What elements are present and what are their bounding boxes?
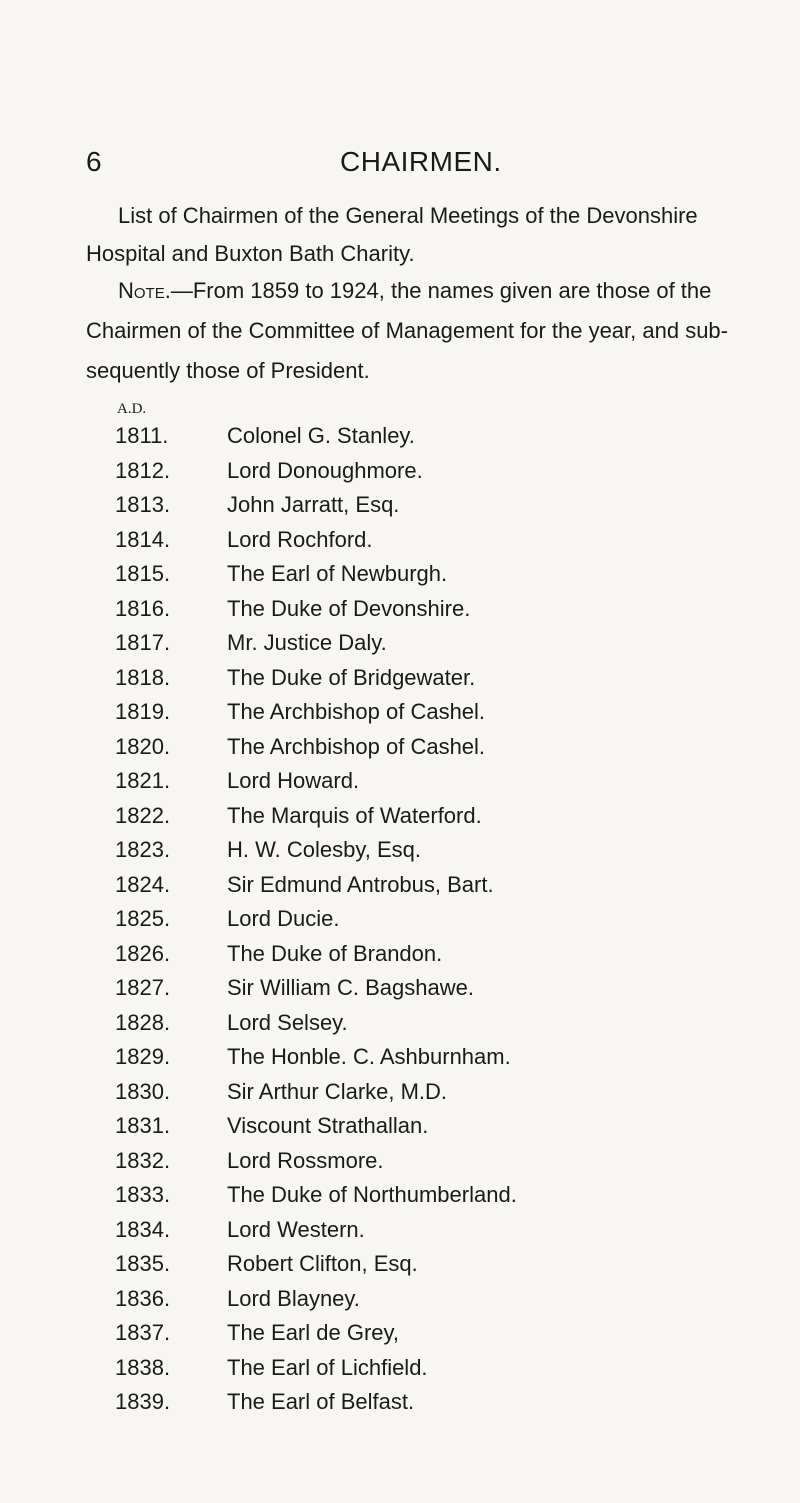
chairman-year: 1831.	[115, 1113, 171, 1138]
chairman-year: 1814.	[115, 526, 171, 552]
chairman-year: 1822.	[115, 802, 171, 828]
list-item	[115, 661, 517, 696]
list-item	[115, 454, 517, 489]
chairman-name: The Duke of Brandon.	[227, 940, 443, 966]
chairman-name: Mr. Justice Daly.	[227, 630, 387, 655]
running-head: CHAIRMEN.	[340, 146, 502, 177]
list-item	[115, 626, 517, 661]
list-item	[115, 592, 517, 627]
chairman-name: Lord Ducie.	[227, 906, 340, 931]
page-header	[0, 142, 800, 182]
chairman-year: 1815.	[115, 561, 171, 586]
chairman-name: Robert Clifton, Esq.	[227, 1251, 418, 1276]
chairman-year: 1819.	[115, 699, 171, 724]
chairman-name: The Earl de Grey,	[227, 1320, 399, 1345]
list-item	[115, 1075, 517, 1110]
list-item	[115, 1213, 517, 1248]
chairman-year: 1835.	[115, 1251, 171, 1276]
chairmen-list	[115, 419, 517, 1420]
chairman-name: Lord Selsey.	[227, 1009, 348, 1035]
chairman-year: 1836.	[115, 1285, 171, 1311]
chairman-name: The Marquis of Waterford.	[227, 802, 482, 828]
chairman-name: Sir William C. Bagshawe.	[227, 975, 474, 1000]
list-item	[115, 1178, 517, 1213]
chairman-name: Viscount Strathallan.	[227, 1113, 429, 1138]
list-item	[115, 523, 517, 558]
list-item	[115, 833, 517, 868]
intro-paragraph: List of Chairmen of the General Meetings of the Devonshire Hospital and Buxton Bath Charity.	[86, 203, 698, 266]
chairman-year: 1813.	[115, 492, 171, 517]
chairman-year: 1816.	[115, 595, 171, 621]
list-item	[115, 1109, 517, 1144]
chairman-year: 1839.	[115, 1389, 171, 1414]
list-item	[115, 799, 517, 834]
chairman-year: 1833.	[115, 1182, 171, 1207]
ad-column-label: A.D.	[117, 401, 147, 417]
chairman-name: Sir Edmund Antrobus, Bart.	[227, 871, 494, 897]
chairman-name: The Duke of Bridgewater.	[227, 664, 476, 690]
chairman-name: Lord Howard.	[227, 768, 360, 793]
list-item	[115, 557, 517, 592]
chairman-year: 1812.	[115, 457, 171, 483]
note-label: Note.	[118, 278, 171, 303]
chairman-year: 1825.	[115, 906, 171, 931]
chairman-year: 1829.	[115, 1044, 171, 1069]
list-item	[115, 419, 517, 454]
chairman-year: 1837.	[115, 1320, 171, 1345]
chairman-year: 1811.	[115, 423, 169, 448]
list-item	[115, 1282, 517, 1317]
chairman-name: Lord Donoughmore.	[227, 457, 423, 483]
list-item	[115, 971, 517, 1006]
chairman-year: 1830.	[115, 1078, 171, 1104]
list-item	[115, 902, 517, 937]
chairman-name: John Jarratt, Esq.	[227, 492, 400, 517]
chairman-name: Lord Rossmore.	[227, 1147, 384, 1173]
chairman-year: 1828.	[115, 1009, 171, 1035]
chairman-year: 1817.	[115, 630, 171, 655]
chairman-year: 1832.	[115, 1147, 171, 1173]
chairman-name: The Earl of Belfast.	[227, 1389, 415, 1414]
chairman-year: 1820.	[115, 733, 171, 759]
chairman-name: Lord Rochford.	[227, 526, 373, 552]
chairman-year: 1826.	[115, 940, 171, 966]
list-item	[115, 1006, 517, 1041]
chairman-year: 1818.	[115, 664, 171, 690]
note-text: —From 1859 to 1924, the names given are those of the Chairmen of the Committee of Management for the year, and sub-sequently those of President.	[86, 278, 728, 383]
page-number: 6	[86, 146, 102, 177]
list-item	[115, 1247, 517, 1282]
chairman-name: The Earl of Newburgh.	[227, 561, 448, 586]
chairman-name: The Archbishop of Cashel.	[227, 733, 486, 759]
list-item	[115, 488, 517, 523]
list-item	[115, 1351, 517, 1386]
list-item	[115, 1144, 517, 1179]
chairman-year: 1823.	[115, 837, 171, 862]
chairman-name: The Archbishop of Cashel.	[227, 699, 486, 724]
chairman-name: The Duke of Devonshire.	[227, 595, 471, 621]
chairman-name: Lord Blayney.	[227, 1285, 360, 1311]
list-item	[115, 730, 517, 765]
chairman-name: Lord Western.	[227, 1216, 365, 1242]
list-item	[115, 868, 517, 903]
chairman-name: Colonel G. Stanley.	[227, 423, 415, 448]
chairman-year: 1838.	[115, 1354, 171, 1380]
chairman-name: Sir Arthur Clarke, M.D.	[227, 1078, 448, 1104]
list-item	[115, 1316, 517, 1351]
chairman-name: The Duke of Northumberland.	[227, 1182, 517, 1207]
chairman-year: 1827.	[115, 975, 171, 1000]
list-item	[115, 695, 517, 730]
chairman-year: 1834.	[115, 1216, 171, 1242]
list-item	[115, 1385, 517, 1420]
chairman-year: 1821.	[115, 768, 171, 793]
chairman-year: 1824.	[115, 871, 171, 897]
list-item	[115, 937, 517, 972]
list-item	[115, 764, 517, 799]
chairman-name: The Honble. C. Ashburnham.	[227, 1044, 511, 1069]
list-item	[115, 1040, 517, 1075]
chairman-name: The Earl of Lichfield.	[227, 1354, 428, 1380]
note-paragraph	[86, 271, 776, 391]
chairman-name: H. W. Colesby, Esq.	[227, 837, 421, 862]
